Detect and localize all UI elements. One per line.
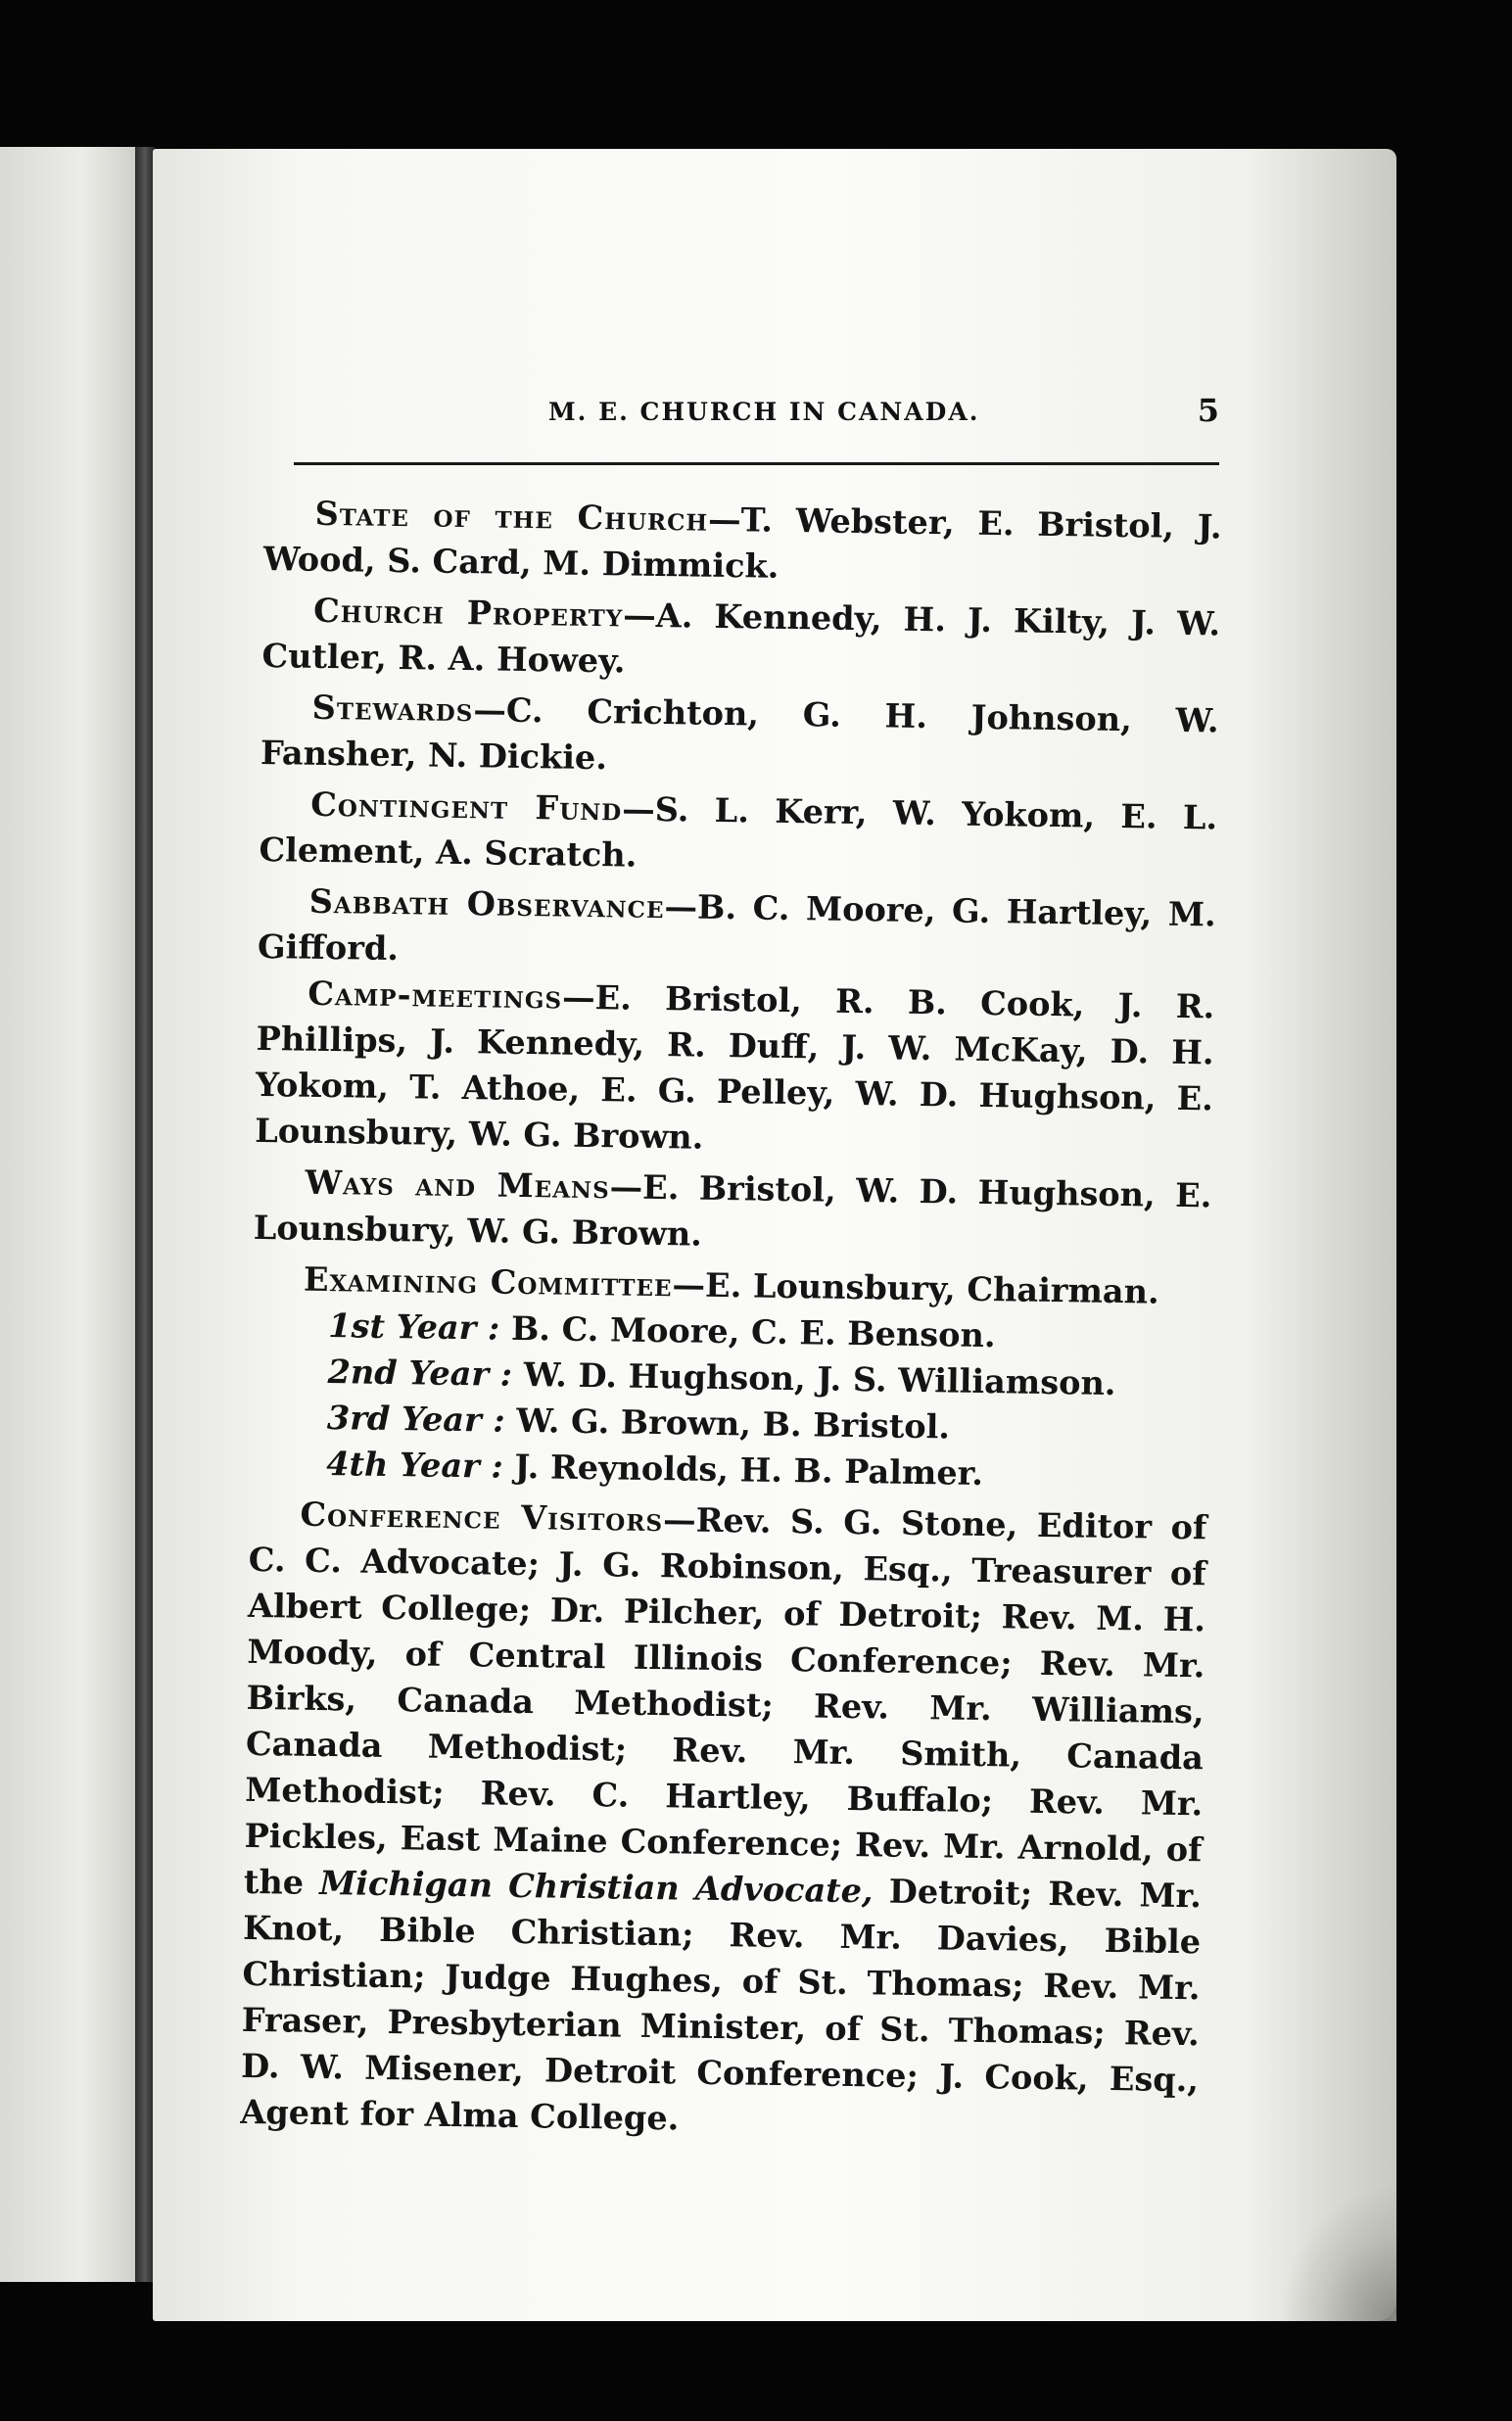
committee-members: —B. C. Moore, G. Hartley, M. Gifford. — [257, 887, 1216, 969]
conference-visitors — [240, 1491, 1207, 2149]
committee-name: Examining Committee — [303, 1259, 673, 1305]
book-spine — [135, 147, 155, 2282]
committee-members: —E. Bristol, W. D. Hughson, E. Lounsbury, W. G. Brown. — [253, 1167, 1212, 1254]
visitors-text-before: —Rev. S. G. Stone, Editor of C. C. Advocate; J. G. Robinson, Esq., Treasurer of Albert College; Dr. Pilcher, of Detroit; Rev. M. H. Moody, of Central Illinois Conference; Rev. Mr. Birks, Canada Methodist; Rev. Mr. Williams, Canada Methodist; Rev. Mr. Smith, Canada Methodist; Rev. C. Hartley, Buffalo; Rev. Mr. Pickles, East Maine Conference; Rev. Mr. Arnold, of the — [243, 1500, 1207, 1902]
header-rule — [294, 462, 1219, 465]
committee-name: Sabbath Observance — [308, 881, 665, 926]
committee-name: Contingent Fund — [309, 784, 623, 829]
committee-church-property — [261, 587, 1220, 692]
committee-name: Stewards — [311, 688, 474, 730]
committee-members: —C. Crichton, G. H. Johnson, W. Fansher, N. Dickie. — [260, 690, 1219, 778]
committee-name: Conference Visitors — [300, 1495, 664, 1540]
year-label: 4th Year : — [325, 1445, 504, 1486]
committee-ways-and-means — [253, 1159, 1211, 1264]
committee-chair: —E. Lounsbury, Chairman. — [672, 1265, 1159, 1311]
committee-stewards — [260, 684, 1219, 789]
committee-name: State of the Church — [314, 494, 709, 539]
running-head: M. E. CHURCH IN CANADA. — [548, 398, 980, 426]
year-members: B. C. Moore, C. E. Benson. — [510, 1308, 996, 1355]
committee-members: —A. Kennedy, H. J. Kilty, J. W. Cutler, R. A. Howey. — [261, 595, 1221, 681]
year-label: 3rd Year : — [326, 1399, 505, 1440]
visitors-text-after: Detroit; Rev. Mr. Knot, Bible Christian; Rev. Mr. Davies, Bible Christian; Judge Hughes, of St. Thomas; Rev. Mr. Fraser, Presbyterian Minister, of St. Thomas; Rev. D. W. Misener, Detroit Conference; J. Cook, Esq., Agent for Alma College. — [240, 1872, 1203, 2138]
year-members: W. D. Hughson, J. S. Williamson. — [523, 1355, 1116, 1402]
year-label: 1st Year : — [328, 1306, 500, 1348]
committee-sabbath-observance — [258, 878, 1216, 983]
visitors-italic-title: Michigan Christian Advocate, — [318, 1863, 874, 1911]
committee-contingent-fund — [259, 781, 1217, 886]
committee-state-of-church — [263, 490, 1222, 595]
committee-name: Church Property — [312, 591, 624, 635]
facing-page-edge — [0, 147, 137, 2282]
committee-members: —E. Bristol, R. B. Cook, J. R. Phillips, J. Kennedy, R. Duff, J. W. McKay, D. H. Yokom, T. Athoe, E. G. Pelley, W. D. Hughson, E. Lounsbury, W. G. Brown. — [255, 977, 1215, 1157]
committee-camp-meetings — [255, 970, 1215, 1167]
committee-name: Ways and Means — [305, 1163, 611, 1207]
page-number: 5 — [1197, 392, 1219, 429]
page-header — [294, 392, 1219, 441]
committee-members: —S. L. Kerr, W. Yokom, E. L. Clement, A. Scratch. — [259, 789, 1218, 875]
year-label: 2nd Year : — [327, 1353, 513, 1394]
committee-members: —T. Webster, E. Bristol, J. Wood, S. Card, M. Dimmick. — [262, 499, 1222, 586]
committee-name: Camp-meetings — [307, 973, 563, 1017]
year-members: J. Reynolds, H. B. Palmer. — [514, 1447, 984, 1493]
page-body — [240, 490, 1222, 2149]
year-members: W. G. Brown, B. Bristol. — [516, 1400, 951, 1447]
